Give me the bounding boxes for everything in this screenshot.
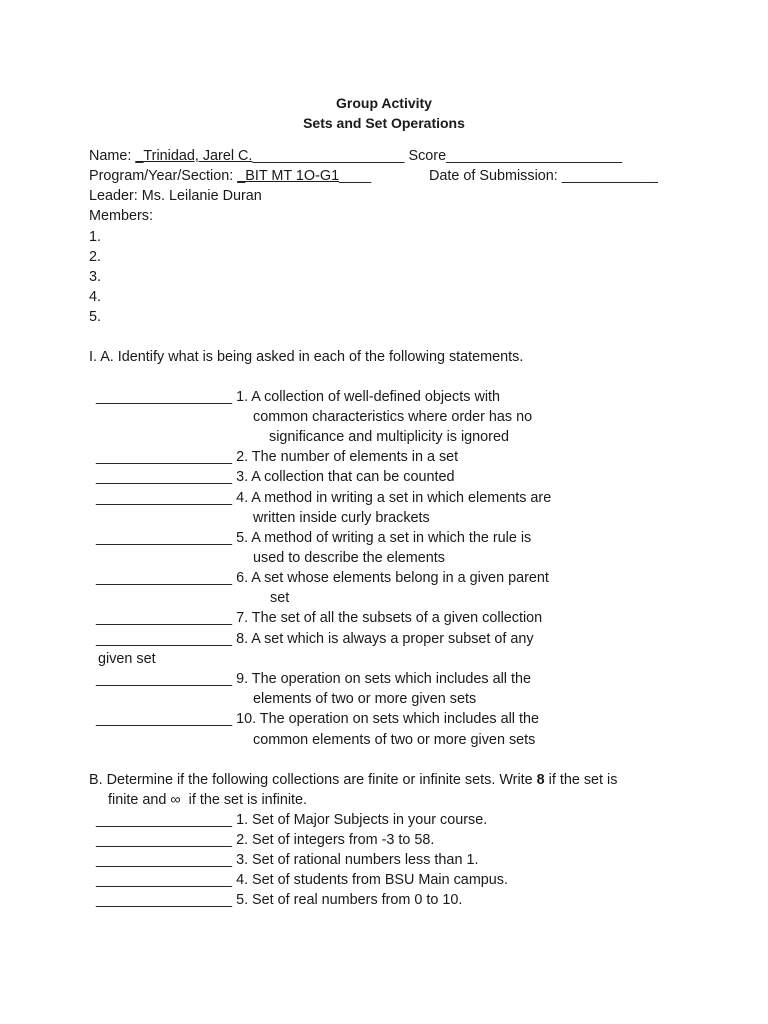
- answer-blank: _________________: [96, 469, 233, 485]
- item-text-cont: written inside curly brackets: [253, 510, 430, 526]
- part-b-item-2: [96, 830, 434, 850]
- item-text: 4. A method in writing a set in which elements are: [236, 490, 552, 506]
- submission-label: Date of Submission:: [429, 168, 562, 184]
- item-text-cont: used to describe the elements: [253, 550, 445, 566]
- answer-blank: _________________: [96, 872, 233, 888]
- item-text-cont: set: [270, 590, 290, 606]
- part-b-instruction: [89, 770, 617, 790]
- part-a-item-4: [96, 488, 551, 508]
- program-label: Program/Year/Section:: [89, 168, 238, 184]
- part-a-item-2: [96, 447, 458, 467]
- name-blank: ___________________: [252, 148, 405, 164]
- answer-blank: _________________: [96, 449, 233, 465]
- part-a-item-10: [96, 709, 539, 729]
- item-text: 6. A set whose elements belong in a given parent: [236, 570, 549, 586]
- member-2: 2.: [89, 249, 102, 265]
- item-text: 10. The operation on sets which includes all the: [236, 711, 539, 727]
- item-text-cont: elements of two or more given sets: [253, 691, 477, 707]
- answer-blank: _________________: [96, 852, 233, 868]
- part-a-item-3: [96, 467, 454, 487]
- item-text: 1. A collection of well-defined objects with: [236, 389, 501, 405]
- answer-blank: _________________: [96, 812, 233, 828]
- item-text: 1. Set of Major Subjects in your course.: [236, 812, 488, 828]
- submission-blank: ____________: [561, 168, 658, 184]
- leader-line: Leader: Ms. Leilanie Duran: [89, 188, 262, 204]
- score-label: Score: [404, 148, 447, 164]
- item-text: 8. A set which is always a proper subset of any: [236, 631, 534, 647]
- part-b-instruction-text: B. Determine if the following collections are finite or infinite sets. Write: [89, 772, 537, 788]
- item-text: 4. Set of students from BSU Main campus.: [236, 872, 509, 888]
- member-4: 4.: [89, 289, 102, 305]
- part-a-item-1: [96, 387, 500, 407]
- answer-blank: _________________: [96, 711, 233, 727]
- part-b-item-3: [96, 850, 478, 870]
- item-text: 2. The number of elements in a set: [236, 449, 459, 465]
- part-a-instruction: I. A. Identify what is being asked in each of the following statements.: [89, 349, 524, 365]
- item-text: 3. Set of rational numbers less than 1.: [236, 852, 479, 868]
- item-text: 9. The operation on sets which includes all the: [236, 671, 531, 687]
- name-value: _Trinidad, Jarel C.: [135, 148, 253, 164]
- submission-line: [429, 166, 658, 186]
- part-a-item-8: [96, 629, 534, 649]
- program-blank: ____: [339, 168, 372, 184]
- member-3: 3.: [89, 269, 102, 285]
- program-line: [89, 166, 371, 186]
- part-b-item-5: [96, 890, 462, 910]
- part-a-item-6: [96, 568, 549, 588]
- program-value: _BIT MT 1O-G1: [237, 168, 340, 184]
- part-a-item-5: [96, 528, 531, 548]
- item-text-cont: given set: [98, 651, 156, 667]
- item-text-cont: common characteristics where order has no: [253, 409, 533, 425]
- answer-blank: _________________: [96, 671, 233, 687]
- answer-blank: _________________: [96, 389, 233, 405]
- item-text: 7. The set of all the subsets of a given collection: [236, 610, 543, 626]
- part-b-instruction-text: if the set is: [544, 772, 618, 788]
- name-label: Name:: [89, 148, 136, 164]
- part-b-item-4: [96, 870, 508, 890]
- answer-blank: _________________: [96, 631, 233, 647]
- part-b-item-1: [96, 810, 487, 830]
- members-label: Members:: [89, 208, 153, 224]
- item-text: 5. A method of writing a set in which the rule is: [236, 530, 532, 546]
- item-text-cont: significance and multiplicity is ignored: [269, 429, 509, 445]
- name-line: [89, 146, 622, 166]
- answer-blank: _________________: [96, 570, 233, 586]
- member-1: 1.: [89, 229, 102, 245]
- item-text: 3. A collection that can be counted: [236, 469, 455, 485]
- answer-blank: _________________: [96, 490, 233, 506]
- answer-blank: _________________: [96, 892, 233, 908]
- finite-symbol: 8: [536, 772, 545, 788]
- document-subtitle: Sets and Set Operations: [303, 115, 465, 131]
- document-title: Group Activity: [336, 95, 432, 111]
- answer-blank: _________________: [96, 610, 233, 626]
- item-text: 5. Set of real numbers from 0 to 10.: [236, 892, 463, 908]
- item-text: 2. Set of integers from -3 to 58.: [236, 832, 435, 848]
- item-text-cont: common elements of two or more given sets: [253, 732, 536, 748]
- member-5: 5.: [89, 309, 102, 325]
- answer-blank: _________________: [96, 832, 233, 848]
- score-blank: ______________________: [446, 148, 623, 164]
- part-b-instruction-line2: finite and ∞ if the set is infinite.: [108, 792, 308, 808]
- part-a-item-9: [96, 669, 531, 689]
- answer-blank: _________________: [96, 530, 233, 546]
- part-a-item-7: [96, 608, 542, 628]
